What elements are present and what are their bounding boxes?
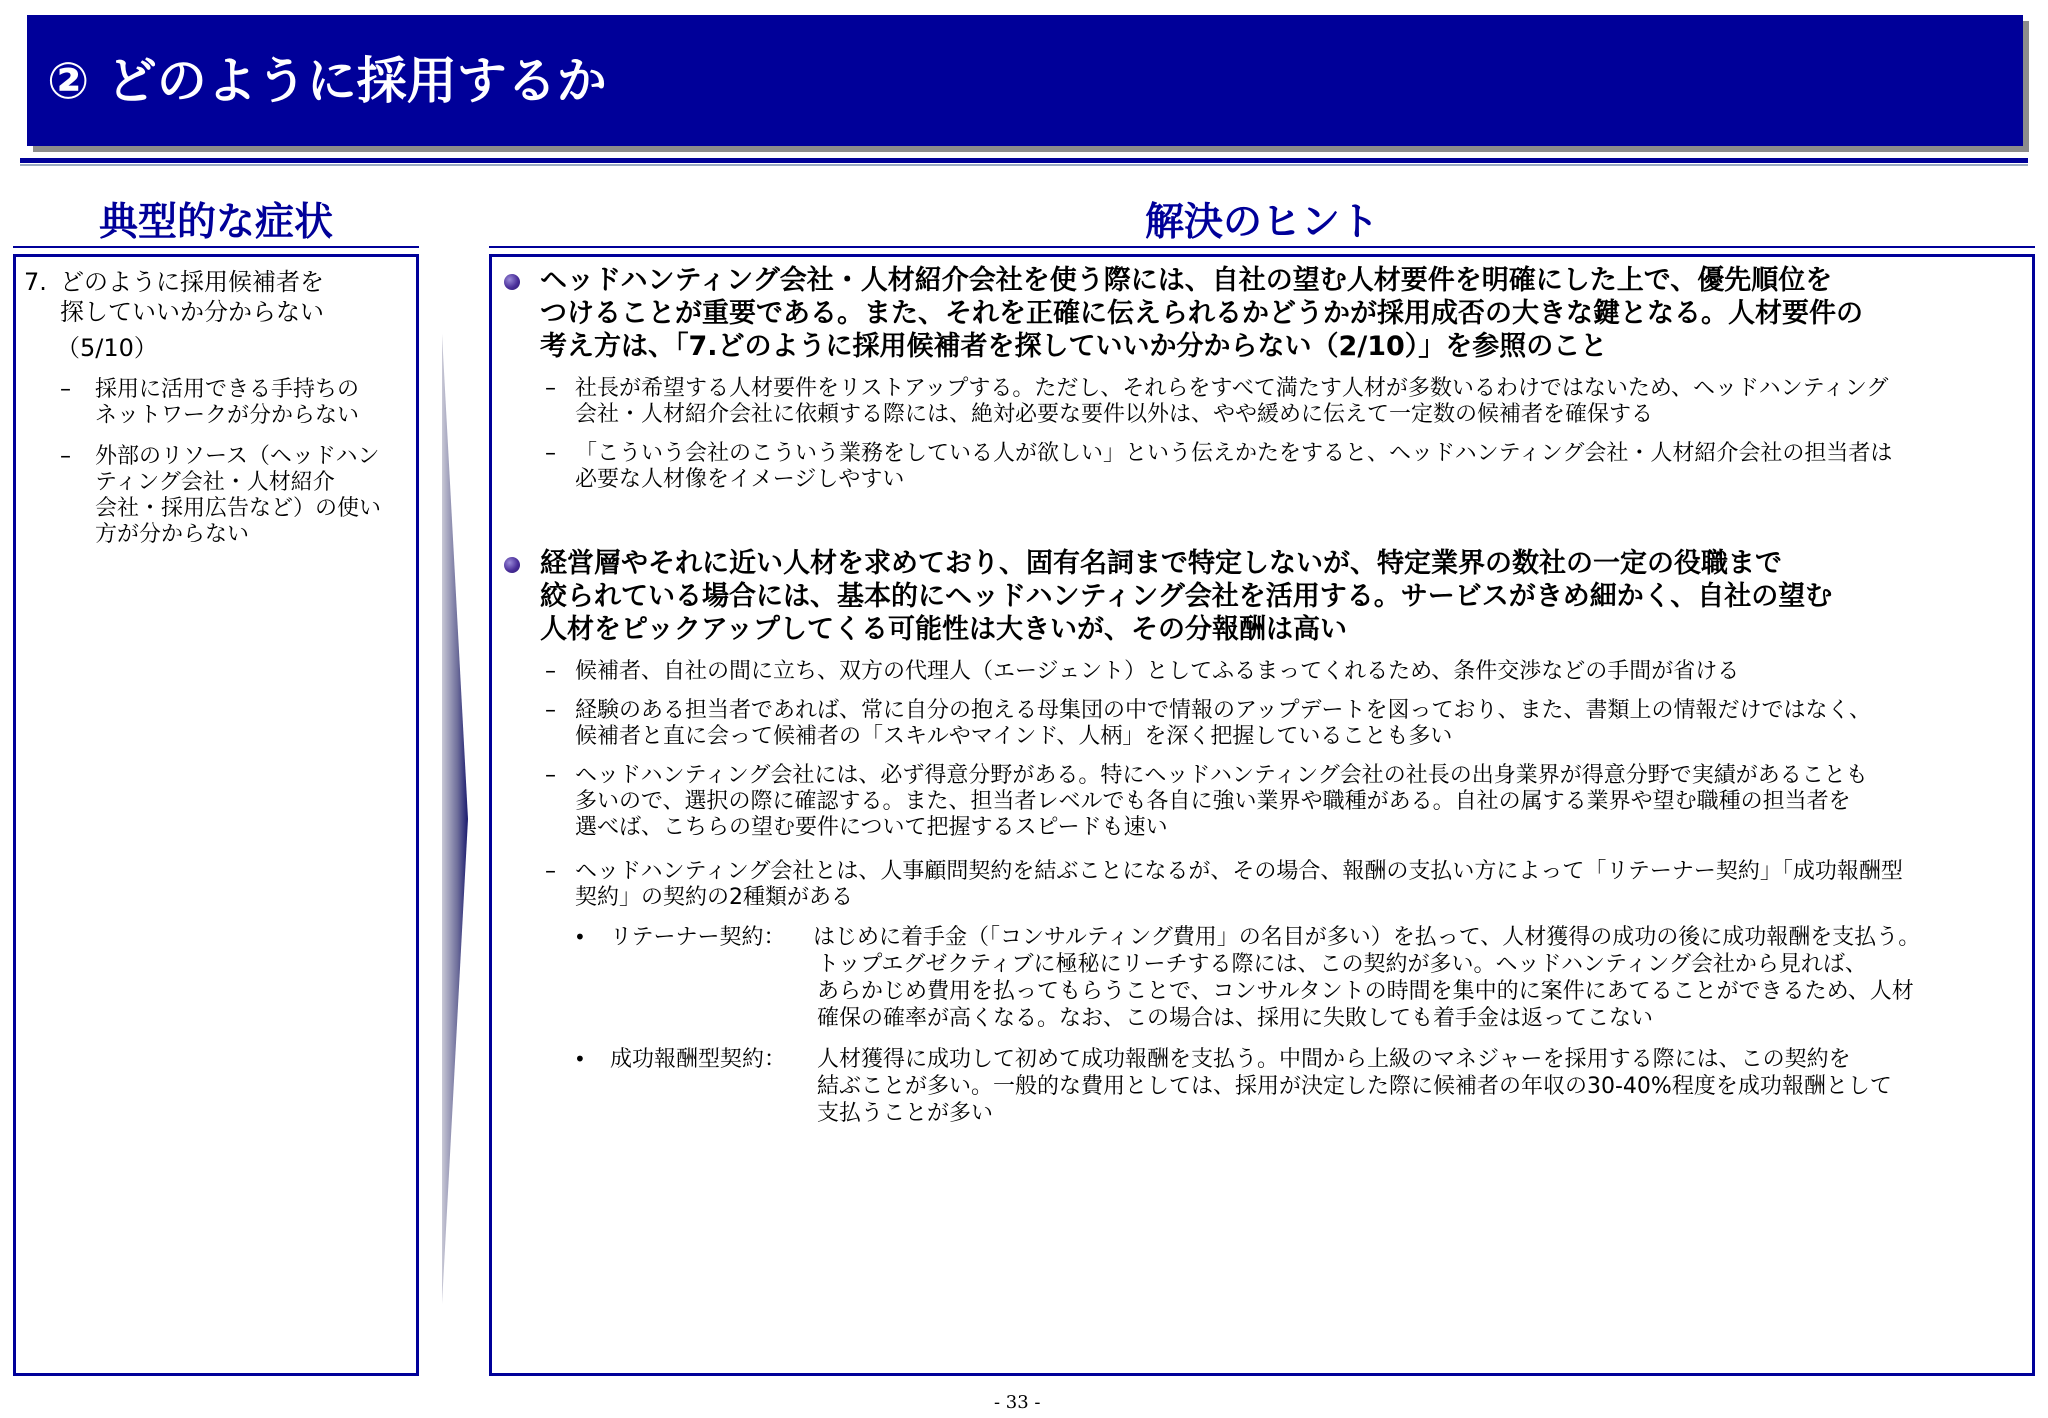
hint-sub-line: 選べば、こちらの望む要件について把握するスピードも速い (575, 815, 1168, 840)
contract-term: リテーナー契約： (610, 925, 786, 950)
symptoms-heading-rule (13, 246, 419, 248)
hint-heading-line: 経営層やそれに近い人材を求めており、固有名詞まで特定しないが、特定業界の数社の一定の役職まで (540, 548, 1782, 579)
dash-bullet: – (545, 659, 556, 684)
title-banner (27, 15, 2023, 146)
hint-sub-line: ヘッドハンティング会社とは、人事顧問契約を結ぶことになるが、その場合、報酬の支払い方によって「リテーナー契約」「成功報酬型 (575, 859, 1903, 884)
hints-heading: 解決のヒント (1144, 200, 1379, 245)
page-number: - 33 - (994, 1392, 1041, 1413)
symptom-sub-line: 会社・採用広告など）の使い (95, 496, 382, 521)
symptom-sub-line: ネットワークが分からない (95, 403, 360, 428)
contract-line: 確保の確率が高くなる。なお、この場合は、採用に失敗しても着手金は返ってこない (817, 1006, 1654, 1031)
contract-line: 人材獲得に成功して初めて成功報酬を支払う。中間から上級のマネジャーを採用する際には、この契約を (817, 1047, 1851, 1072)
hint-sub-line: 候補者、自社の間に立ち、双方の代理人（エージェント）としてふるまってくれるため、条件交渉などの手間が省ける (575, 659, 1740, 684)
contract-line: はじめに着手金（「コンサルティング費用」の名目が多い）を払って、人材獲得の成功の後に成功報酬を支払う。 (813, 925, 1921, 950)
dash-bullet: – (60, 377, 71, 402)
dash-bullet: – (545, 698, 556, 723)
chevron-right-arrow-icon (430, 334, 470, 1304)
title-rule (20, 158, 2028, 163)
dash-bullet: – (60, 444, 71, 469)
bullet-icon (504, 274, 520, 290)
symptom-number: 7. (24, 268, 47, 296)
symptom-line: 探していいか分からない (60, 298, 324, 326)
symptom-line: （5/10） (56, 334, 158, 362)
hint-sub-line: ヘッドハンティング会社には、必ず得意分野がある。特にヘッドハンティング会社の社長の出身業界が得意分野で実績があることも (575, 763, 1868, 788)
hints-heading-rule (489, 246, 2035, 248)
hint-heading-line: 人材をピックアップしてくる可能性は大きいが、その分報酬は高い (540, 614, 1348, 645)
small-bullet: • (574, 925, 586, 949)
contract-line: 結ぶことが多い。一般的な費用としては、採用が決定した際に候補者の年収の30-40%程度を成功報酬として (817, 1074, 1892, 1099)
hint-sub-line: 候補者と直に会って候補者の「スキルやマインド、人柄」を深く把握していることも多い (575, 724, 1453, 749)
dash-bullet: – (545, 763, 556, 788)
hint-heading-line: ヘッドハンティング会社・人材紹介会社を使う際には、自社の望む人材要件を明確にした上で、優先順位を (540, 265, 1833, 296)
symptom-line: どのように採用候補者を (60, 268, 324, 296)
hint-sub-line: 社長が希望する人材要件をリストアップする。ただし、それらをすべて満たす人材が多数いるわけではないため、ヘッドハンティング (575, 376, 1889, 401)
hint-heading-line: つけることが重要である。また、それを正確に伝えられるかどうかが採用成否の大きな鍵となる。人材要件の (540, 298, 1863, 329)
hint-sub-line: 契約」の契約の2種類がある (575, 885, 853, 910)
symptoms-heading: 典型的な症状 (98, 200, 333, 245)
symptom-sub-line: 採用に活用できる手持ちの (95, 377, 360, 402)
title-rule-shadow (20, 164, 2028, 166)
hint-heading-line: 考え方は、「7.どのように採用候補者を探していいか分からない（2/10）」を参照のこと (540, 331, 1608, 362)
dash-bullet: – (545, 859, 556, 884)
contract-line: トップエグゼクティブに極秘にリーチする際には、この契約が多い。ヘッドハンティング会社から見れば、 (817, 952, 1867, 977)
bullet-icon (504, 557, 520, 573)
hint-sub-line: 経験のある担当者であれば、常に自分の抱える母集団の中で情報のアップデートを図っており、また、書類上の情報だけではなく、 (575, 698, 1872, 723)
dash-bullet: – (545, 376, 556, 401)
hint-sub-line: 多いので、選択の際に確認する。また、担当者レベルでも各自に強い業界や職種がある。自社の属する業界や望む職種の担当者を (575, 789, 1851, 814)
hint-heading-line: 絞られている場合には、基本的にヘッドハンティング会社を活用する。サービスがきめ細かく、自社の望む (540, 581, 1833, 612)
symptom-sub-line: ティング会社・人材紹介 (95, 470, 335, 495)
contract-line: 支払うことが多い (817, 1101, 994, 1126)
page-title: ② どのように採用するか (47, 52, 607, 110)
hint-sub-line: 「こういう会社のこういう業務をしている人が欲しい」という伝えかたをすると、ヘッドハンティング会社・人材紹介会社の担当者は (575, 441, 1893, 466)
contract-line: あらかじめ費用を払ってもらうことで、コンサルタントの時間を集中的に案件にあてることができるため、人材 (817, 979, 1914, 1004)
hint-sub-line: 必要な人材像をイメージしやすい (575, 467, 905, 492)
hint-sub-line: 会社・人材紹介会社に依頼する際には、絶対必要な要件以外は、やや緩めに伝えて一定数の候補者を確保する (575, 402, 1654, 427)
contract-term: 成功報酬型契約： (610, 1047, 787, 1072)
symptom-sub-line: 外部のリソース（ヘッドハン (95, 444, 380, 469)
dash-bullet: – (545, 441, 556, 466)
small-bullet: • (574, 1047, 586, 1071)
symptom-sub-line: 方が分からない (95, 522, 250, 547)
